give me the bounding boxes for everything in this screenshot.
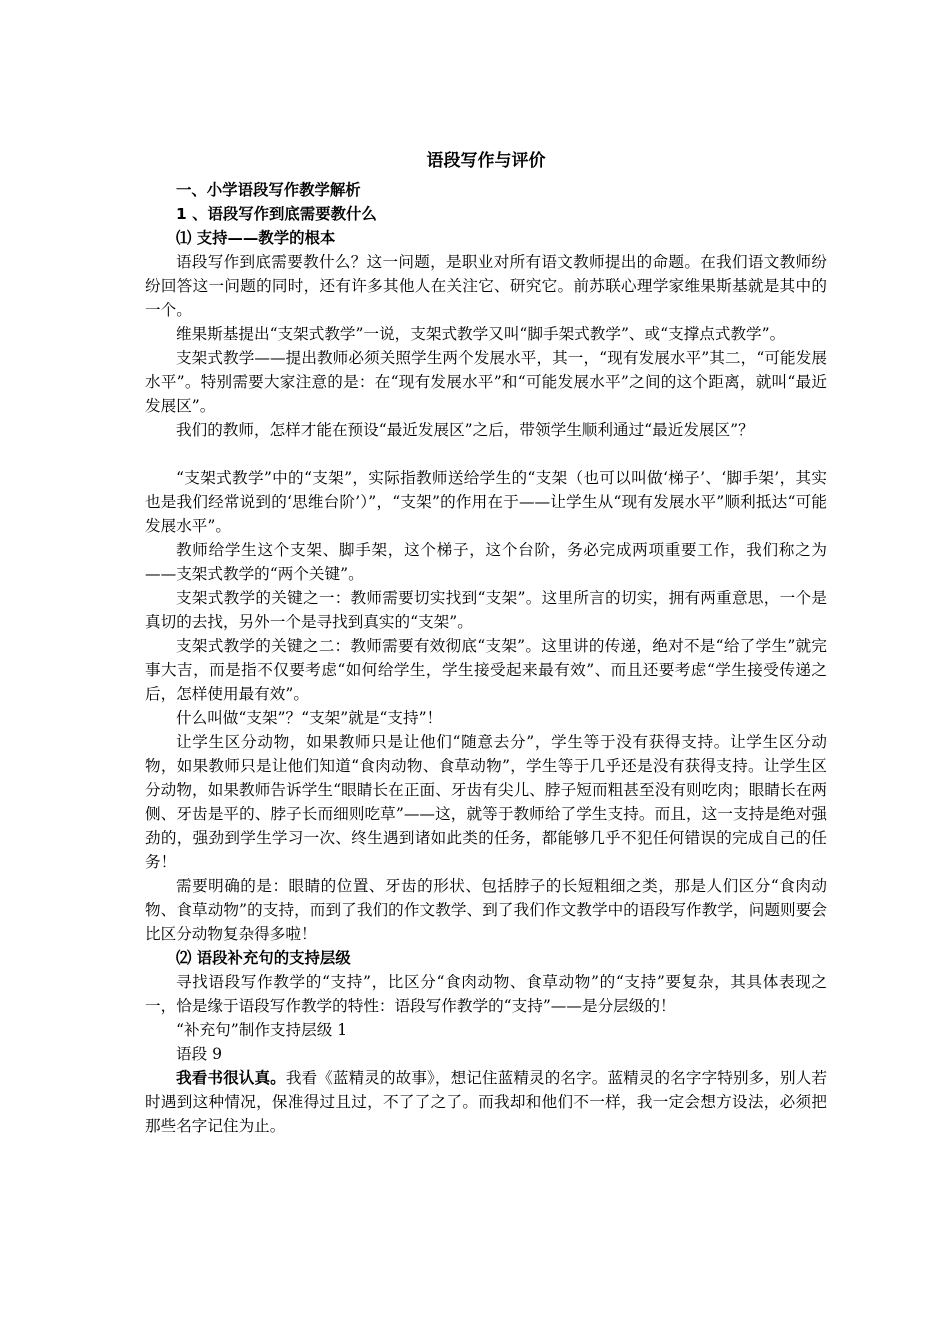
document-title: 语段写作与评价 (426, 151, 546, 171)
paragraph: 教师给学生这个支架、脚手架，这个梯子，这个台阶，务必完成两项重要工作，我们称之为——支架式教学的“两个关键”。 (145, 541, 827, 583)
paragraph: “补充句”制作支持层级 1 (176, 1021, 348, 1039)
paragraph: 支架式教学的关键之一：教师需要切实找到“支架”。这里所言的切实，拥有两重意思，一个是真切的去找，另外一个是寻找到真实的“支架”。 (145, 589, 827, 631)
paragraph: 语段 9 (176, 1045, 223, 1063)
paragraph: 维果斯基提出“支架式教学”一说，支架式教学又叫“脚手架式教学”、或“支撑点式教学”。 (176, 325, 786, 343)
example-text: 我看《蓝精灵的故事》，想记住蓝精灵的名字。蓝精灵的名字字特别多，别人若时遇到这种情况，保准得过且过，不了了之了。而我却和他们不一样，我一定会想方设法，必须把那些名字记住为止。 (145, 1069, 827, 1135)
section-heading-4: ⑵ 语段补充句的支持层级 (176, 949, 351, 967)
paragraph: 让学生区分动物，如果教师只是让他们“随意去分”，学生等于没有获得支持。让学生区分动物，如果教师只是让他们知道“食肉动物、食草动物”，学生等于几乎还是没有获得支持。让学生区分动物，如果教师告诉学生“眼睛长在正面、牙齿有尖儿、脖子短而粗甚至没有则吃肉；眼睛长在两侧、牙齿是平的、脖子长而细则吃草”——这，就等于教师给了学生支持。而且，这一支持是绝对强劲的，强劲到学生学习一次、终生遇到诸如此类的任务，都能够几乎不犯任何错误的完成自己的任务！ (145, 733, 827, 871)
paragraph: 支架式教学——提出教师必须关照学生两个发展水平，其一，“现有发展水平”其二，“可能发展水平”。特别需要大家注意的是：在“现有发展水平”和“可能发展水平”之间的这个距离，就叫“最近发展区”。 (145, 349, 827, 415)
section-heading-3: ⑴ 支持——教学的根本 (176, 229, 336, 247)
document-body (145, 178, 827, 1138)
paragraph: 语段写作到底需要教什么？这一问题，是职业对所有语文教师提出的命题。在我们语文教师纷纷回答这一问题的同时，还有许多其他人在关注它、研究它。前苏联心理学家维果斯基就是其中的一个。 (145, 253, 827, 319)
section-heading-1: 一、小学语段写作教学解析 (176, 181, 361, 199)
paragraph: 需要明确的是：眼睛的位置、牙齿的形状、包括脖子的长短粗细之类，那是人们区分“食肉动物、食草动物”的支持，而到了我们的作文教学、到了我们作文教学中的语段写作教学，问题则要会比区分动物复杂得多啦！ (145, 877, 827, 943)
paragraph: 支架式教学的关键之二：教师需要有效彻底“支架”。这里讲的传递，绝对不是“给了学生”就完事大吉，而是指不仅要考虑“如何给学生，学生接受起来最有效”、而且还要考虑“学生接受传递之后，怎样使用最有效”。 (145, 637, 827, 703)
section-heading-2: 1 、语段写作到底需要教什么 (176, 205, 377, 223)
example-topic-sentence: 我看书很认真。 (176, 1069, 286, 1087)
paragraph: “支架式教学”中的“支架”，实际指教师送给学生的“支架（也可以叫做‘梯子’、‘脚手架’，其实也是我们经常说到的‘思维台阶’）”，“支架”的作用在于——让学生从“现有发展水平”顺利抵达“可能发展水平”。 (145, 469, 827, 535)
paragraph: 什么叫做“支架”？“支架”就是“支持”！ (176, 709, 443, 727)
blank-line (145, 442, 827, 466)
paragraph: 我们的教师，怎样才能在预设“最近发展区”之后，带领学生顺利通过“最近发展区”？ (176, 421, 754, 439)
paragraph: 寻找语段写作教学的“支持”，比区分“食肉动物、食草动物”的“支持”要复杂，其具体表现之一，恰是缘于语段写作教学的特性：语段写作教学的“支持”——是分层级的！ (145, 973, 827, 1015)
paragraph-example (145, 1066, 827, 1138)
